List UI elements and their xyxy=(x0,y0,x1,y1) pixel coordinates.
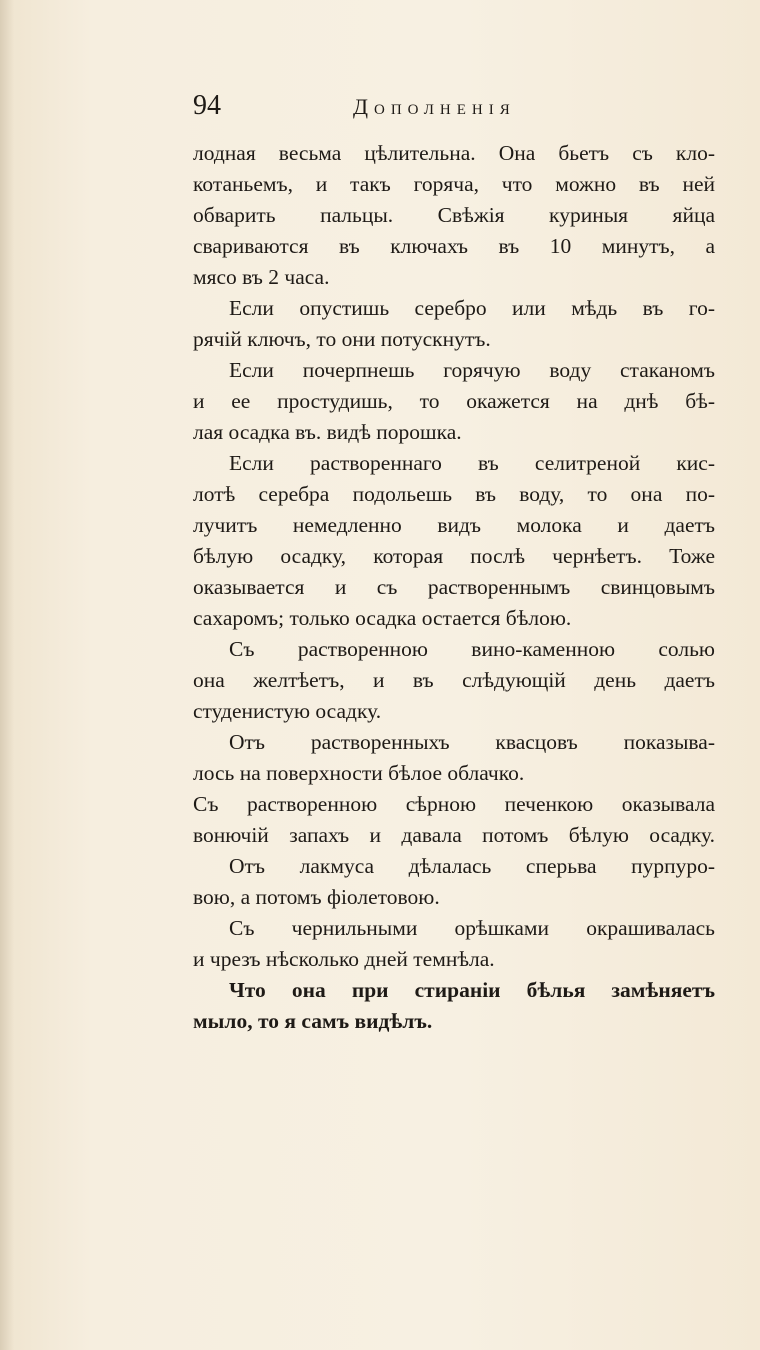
paragraph xyxy=(193,634,715,727)
text-line: Отъ лакмуса дѣлалась сперьва пурпуро- xyxy=(229,854,715,878)
body-text xyxy=(193,138,715,1037)
page-header xyxy=(193,88,713,128)
text-line: Съ растворенною сѣрною печенкою оказывала xyxy=(193,792,715,816)
text-line: и чрезъ нѣсколько дней темнѣла. xyxy=(193,947,495,971)
text-line: лотѣ серебра подольешь въ воду, то она по- xyxy=(193,482,715,506)
spine-shadow xyxy=(0,0,14,1350)
paragraph xyxy=(193,789,715,851)
text-line: котаньемъ, и такъ горяча, что можно въ ней xyxy=(193,172,715,196)
text-line: сахаромъ; только осадка остается бѣлою. xyxy=(193,606,572,630)
text-line: свариваются въ ключахъ въ 10 минутъ, а xyxy=(193,234,715,258)
text-line: рячій ключъ, то они потускнутъ. xyxy=(193,327,491,351)
text-line: лучитъ немедленно видъ молока и даетъ xyxy=(193,513,715,537)
text-line: обварить пальцы. Свѣжія куриныя яйца xyxy=(193,203,715,227)
text-line: и ее простудишь, то окажется на днѣ бѣ- xyxy=(193,389,715,413)
text-line: лая осадка въ. видѣ порошка. xyxy=(193,420,462,444)
paragraph xyxy=(193,293,715,355)
paragraph xyxy=(193,727,715,789)
paragraph xyxy=(193,851,715,913)
text-line: мыло, то я самъ видѣлъ. xyxy=(193,1009,433,1033)
paragraph xyxy=(193,138,715,293)
text-line: мясо въ 2 часа. xyxy=(193,265,330,289)
text-line: Съ растворенною вино-каменною солью xyxy=(229,637,715,661)
text-line: бѣлую осадку, которая послѣ чернѣетъ. Тоже xyxy=(193,544,715,568)
text-line: лось на поверхности бѣлое облачко. xyxy=(193,761,525,785)
text-line: Отъ растворенныхъ квасцовъ показыва- xyxy=(229,730,715,754)
text-line: Что она при стираніи бѣлья замѣняетъ xyxy=(229,978,715,1002)
paragraph xyxy=(193,448,715,634)
text-line: Если опустишь серебро или мѣдь въ го- xyxy=(229,296,715,320)
text-line: студенистую осадку. xyxy=(193,699,382,723)
running-head: Дополненія xyxy=(353,94,516,119)
page-number: 94 xyxy=(193,90,221,121)
text-line: Если раствореннаго въ селитреной кис- xyxy=(229,451,715,475)
paragraph xyxy=(193,355,715,448)
paragraph xyxy=(193,913,715,975)
text-line: лодная весьма цѣлительна. Она бьетъ съ кло- xyxy=(193,141,715,165)
text-line: она желтѣетъ, и въ слѣдующій день даетъ xyxy=(193,668,715,692)
paragraph xyxy=(193,975,715,1037)
text-line: вонючій запахъ и давала потомъ бѣлую осадку. xyxy=(193,823,715,847)
text-line: Съ чернильными орѣшками окрашивалась xyxy=(229,916,715,940)
text-line: оказывается и съ раствореннымъ свинцовымъ xyxy=(193,575,715,599)
text-line: Если почерпнешь горячую воду стаканомъ xyxy=(229,358,715,382)
text-line: вою, а потомъ фіолетовою. xyxy=(193,885,440,909)
